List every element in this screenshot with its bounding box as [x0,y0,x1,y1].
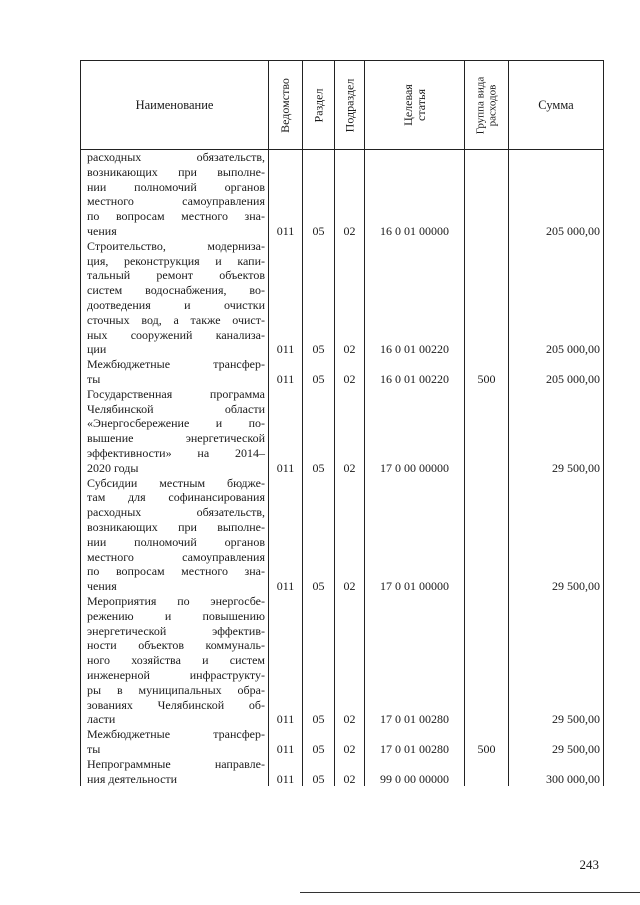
row-subsection-value: 02 [343,712,356,727]
row-department-value: 011 [276,342,295,357]
row-name-cell [81,239,269,357]
row-sum-cell [509,150,603,239]
row-name-cell [81,727,269,757]
row-section-cell [303,594,335,727]
row-department-cell [269,357,303,387]
header-subsection [335,61,365,149]
header-expense-group [465,61,509,149]
row-name-line: расходных обязательств, [87,150,265,164]
row-target-value: 99 0 00 00000 [380,771,449,786]
row-name-line: Непрограммные направле- [87,756,265,771]
row-subsection-value: 02 [343,460,356,475]
row-name-line: чения [87,223,117,238]
row-sum-value: 300 000,00 [546,771,600,786]
table-row [81,476,603,594]
row-section-value: 05 [312,741,325,756]
row-target-value: 17 0 01 00280 [380,712,449,727]
row-subsection-value: 02 [343,579,356,594]
budget-table [80,60,604,786]
row-group-cell [465,239,509,357]
row-department-cell [269,727,303,757]
row-name-line: «Энергосбережение и по- [87,416,265,431]
row-name-cell [81,757,269,787]
row-subsection-cell [335,594,365,727]
row-section-value: 05 [312,224,325,238]
row-subsection-cell [335,476,365,594]
row-department-cell [269,594,303,727]
table-row [81,150,603,239]
row-sum-cell [509,239,603,357]
row-target-cell [365,150,465,239]
header-name [81,61,269,149]
row-sum-cell [509,357,603,387]
row-subsection-value: 02 [343,771,356,786]
header-section [303,61,335,149]
row-department-value: 011 [276,712,295,727]
row-name-line: сточных вод, а также очист- [87,312,265,327]
row-group-cell [465,594,509,727]
row-subsection-cell [335,387,365,476]
row-department-cell [269,757,303,787]
row-name-line: ции [87,342,107,357]
header-expense-group-text [475,76,498,134]
row-name-line: чения [87,579,117,594]
row-name-line: ных сооружений канализа- [87,327,265,342]
table-row [81,594,603,727]
row-target-value: 16 0 01 00220 [380,371,449,386]
row-name-line: ласти [87,712,116,727]
row-group-cell [465,476,509,594]
row-subsection-cell [335,757,365,787]
row-subsection-value: 02 [343,371,356,386]
table-row [81,239,603,357]
row-name-line: Мероприятия по энергосбе- [87,593,265,608]
row-section-cell [303,150,335,239]
row-name-line: по вопросам местного зна- [87,209,265,224]
table-row [81,757,603,787]
row-name-line: по вопросам местного зна- [87,564,265,579]
row-sum-value: 205 000,00 [546,342,600,357]
table-row [81,387,603,476]
row-name-line: энергетической эффектив- [87,623,265,638]
header-target-item [365,61,465,149]
row-sum-value: 205 000,00 [546,224,600,238]
row-name-cell [81,150,269,239]
row-sum-cell [509,594,603,727]
row-name-line: местного самоуправления [87,194,265,209]
row-target-value: 17 0 00 00000 [380,460,449,475]
row-name-line: ности объектов коммуналь- [87,638,265,653]
header-sum [509,61,603,149]
header-subsection-text: Подраздел [342,78,357,132]
row-section-value: 05 [312,579,325,594]
row-name-line: инженерной инфраструкту- [87,667,265,682]
row-subsection-value: 02 [343,342,356,357]
row-name-line: расходных обязательств, [87,505,265,520]
row-name-cell [81,387,269,476]
row-sum-cell [509,387,603,476]
row-name-cell [81,476,269,594]
row-name-line: нии полномочий органов [87,534,265,549]
row-sum-value: 29 500,00 [552,579,600,594]
row-name-line: возникающих при выполне- [87,519,265,534]
table-header [81,60,603,150]
header-section-text: Раздел [311,88,326,122]
header-expense-group-line1: Группа вида [474,76,486,134]
row-name-line: Строительство, модерниза- [87,238,265,253]
row-section-value: 05 [312,371,325,386]
row-name-line: Межбюджетные трансфер- [87,727,265,742]
row-section-value: 05 [312,460,325,475]
row-group-cell [465,357,509,387]
row-name-line: зованиях Челябинской об- [87,697,265,712]
row-group-value: 500 [477,371,496,386]
row-target-cell [365,239,465,357]
row-section-cell [303,757,335,787]
row-target-value: 16 0 01 00220 [380,342,449,357]
row-department-value: 011 [276,771,295,786]
row-department-value: 011 [276,224,295,238]
row-section-value: 05 [312,771,325,786]
row-name-line: систем водоснабжения, во- [87,283,265,298]
table-row [81,357,603,387]
row-name-line: тальный ремонт объектов [87,268,265,283]
header-expense-group-line2: расходов [485,84,498,126]
row-group-cell [465,757,509,787]
row-name-line: Межбюджетные трансфер- [87,357,265,372]
row-section-cell [303,476,335,594]
row-name-line: ты [87,741,101,756]
footer-rule [300,892,640,893]
row-name-line: вышение энергетической [87,431,265,446]
row-target-value: 17 0 01 00280 [380,741,449,756]
row-group-value: 500 [477,741,496,756]
row-subsection-cell [335,150,365,239]
row-sum-value: 29 500,00 [552,741,600,756]
row-section-value: 05 [312,342,325,357]
row-department-cell [269,387,303,476]
row-department-cell [269,239,303,357]
row-name-line: Государственная программа [87,386,265,401]
row-name-line: ция, реконструкция и капи- [87,253,265,268]
row-section-value: 05 [312,712,325,727]
row-name-line: Субсидии местным бюдже- [87,475,265,490]
row-sum-value: 205 000,00 [546,371,600,386]
row-section-cell [303,387,335,476]
row-target-cell [365,387,465,476]
row-name-line: ного хозяйства и систем [87,653,265,668]
row-name-cell [81,357,269,387]
row-subsection-value: 02 [343,224,356,238]
row-subsection-cell [335,357,365,387]
row-name-line: доотведения и очистки [87,297,265,312]
row-section-cell [303,727,335,757]
row-sum-cell [509,727,603,757]
row-name-line: 2020 годы [87,460,139,475]
row-department-value: 011 [276,371,295,386]
row-name-line: ния деятельности [87,771,178,786]
row-section-cell [303,239,335,357]
row-name-line: ты [87,371,101,386]
row-target-value: 17 0 01 00000 [380,579,449,594]
row-group-cell [465,150,509,239]
row-name-line: нии полномочий органов [87,179,265,194]
row-name-cell [81,594,269,727]
row-target-cell [365,476,465,594]
row-target-value: 16 0 01 00000 [380,224,449,238]
row-name-line: возникающих при выполне- [87,164,265,179]
row-name-line: эффективности» на 2014– [87,445,265,460]
row-subsection-cell [335,727,365,757]
row-name-line: режению и повышению [87,608,265,623]
row-name-line: Челябинской области [87,401,265,416]
row-sum-cell [509,757,603,787]
row-sum-cell [509,476,603,594]
header-department [269,61,303,149]
row-department-cell [269,150,303,239]
header-name-text: Наименование [135,97,214,112]
header-target-item-text [401,84,427,126]
header-target-item-line2: статья [413,89,428,121]
row-department-value: 011 [276,741,295,756]
row-name-line: там для софинансирования [87,490,265,505]
table-row [81,727,603,757]
row-name-line: местного самоуправления [87,549,265,564]
table-body [81,150,603,786]
row-sum-value: 29 500,00 [552,460,600,475]
row-subsection-cell [335,239,365,357]
row-department-value: 011 [276,460,295,475]
row-department-cell [269,476,303,594]
row-section-cell [303,357,335,387]
page-number: 243 [579,857,599,872]
row-target-cell [365,357,465,387]
row-group-cell [465,387,509,476]
row-subsection-value: 02 [343,741,356,756]
row-target-cell [365,594,465,727]
row-name-line: ры в муниципальных обра- [87,682,265,697]
row-target-cell [365,727,465,757]
row-target-cell [365,757,465,787]
header-sum-text: Сумма [538,97,574,112]
header-target-item-line1: Целевая [400,84,415,126]
header-department-text: Ведомство [278,77,293,133]
row-sum-value: 29 500,00 [552,712,600,727]
row-group-cell [465,727,509,757]
row-department-value: 011 [276,579,295,594]
